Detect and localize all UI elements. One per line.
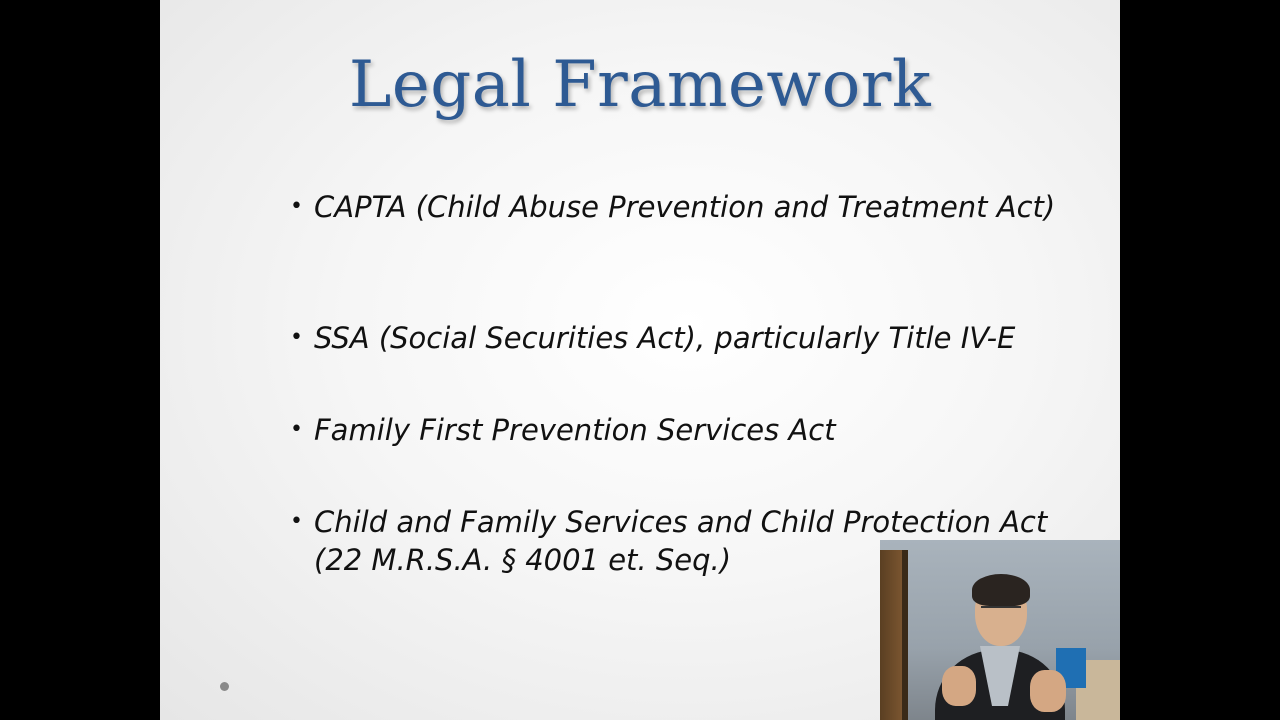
slide-title: Legal Framework [348,48,932,122]
presenter-right-hand [1030,670,1066,712]
bullet-item-capta [290,188,1090,226]
background-door-frame [902,550,908,720]
bullet-marker: • [290,325,303,350]
bullet-text: SSA (Social Securities Act), particularly Title IV-E [314,321,1016,355]
bullet-item-family-first [290,411,1090,449]
bullet-text: CAPTA (Child Abuse Prevention and Treatment Act) [314,190,1056,224]
presenter-webcam-overlay [880,540,1120,720]
background-door [880,550,902,720]
slide-corner-dot [220,682,229,691]
bullet-marker: • [290,417,303,442]
bullet-marker: • [290,194,303,219]
bullet-text: Child and Family Services and Child Protection Act (22 M.R.S.A. § 4001 et. Seq.) [314,505,1048,577]
bullet-item-ssa [290,319,1090,357]
presenter-left-hand [942,666,976,706]
presenter-glasses [981,606,1021,616]
presenter-hair [972,574,1030,606]
bullet-text: Family First Prevention Services Act [314,413,836,447]
bullet-marker: • [290,509,303,534]
